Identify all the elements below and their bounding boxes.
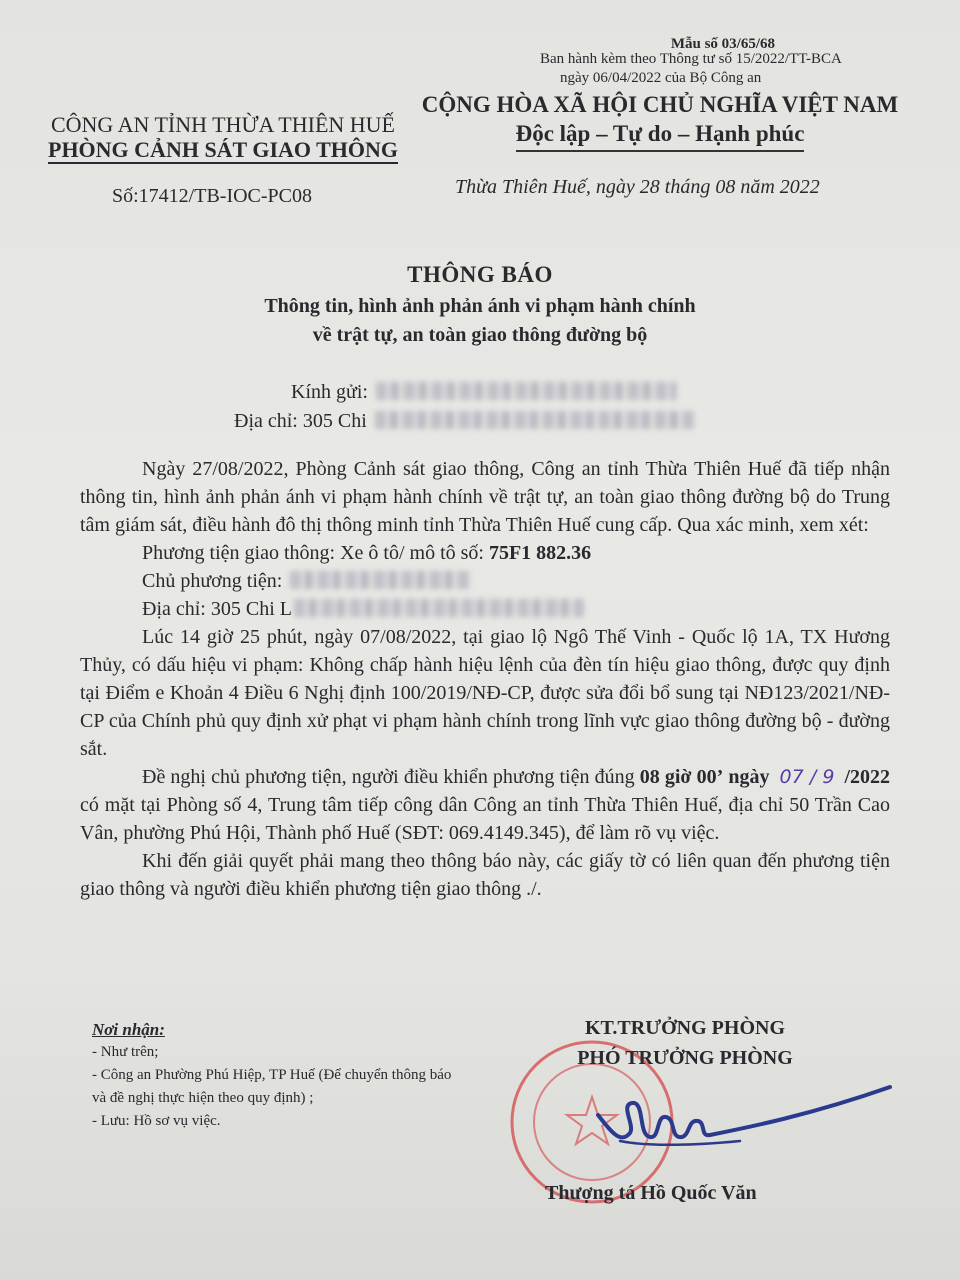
doc-subtitle-1: Thông tin, hình ảnh phản ánh vi phạm hành chính bbox=[264, 295, 696, 317]
redacted-owner-address bbox=[294, 599, 584, 617]
recipient-label: Kính gửi: bbox=[291, 381, 368, 403]
vehicle-plate: 75F1 882.36 bbox=[488, 542, 592, 564]
body-para-3 bbox=[80, 763, 890, 847]
issuer-department: PHÒNG CẢNH SÁT GIAO THÔNG bbox=[48, 137, 399, 162]
appointment-time: 08 giờ 00’ bbox=[639, 766, 724, 788]
recipient-line bbox=[234, 381, 676, 404]
owner-address-label: Địa chỉ: 305 Chi L bbox=[142, 598, 292, 620]
form-reference bbox=[540, 50, 900, 88]
place-date: Thừa Thiên Huế, ngày 28 tháng 08 năm 2022 bbox=[455, 176, 820, 198]
doc-subtitle-2: về trật tự, an toàn giao thông đường bộ bbox=[312, 324, 648, 346]
receiver-item: - Công an Phường Phú Hiệp, TP Huế (Để chuyển thông báo và đề nghị thực hiện theo quy định) ; bbox=[92, 1067, 452, 1106]
issuer-parent: CÔNG AN TỈNH THỪA THIÊN HUẾ bbox=[50, 112, 395, 137]
appointment-year: /2022 bbox=[844, 766, 891, 788]
title-block bbox=[0, 262, 960, 350]
issuer-block bbox=[48, 112, 398, 162]
nation-motto: Độc lập – Tự do – Hạnh phúc bbox=[516, 119, 805, 152]
receivers-block bbox=[92, 1018, 462, 1133]
redacted-owner bbox=[290, 571, 470, 589]
body-para-4: Khi đến giải quyết phải mang theo thông báo này, các giấy tờ có liên quan đến phương tiện giao thông và người điều khiển phương tiện giao thông ./. bbox=[80, 850, 890, 900]
nation-name: CỘNG HÒA XÃ HỘI CHỦ NGHĨA VIỆT NAM bbox=[421, 92, 899, 117]
signer-name: Thượng tá Hồ Quốc Văn bbox=[545, 1182, 757, 1204]
appointment-day-label: ngày bbox=[728, 766, 770, 788]
redacted-address bbox=[375, 411, 695, 429]
form-ref-line2: ngày 06/04/2022 của Bộ Công an bbox=[560, 70, 762, 86]
recipient-address-line bbox=[234, 410, 695, 433]
recipient-address-label: Địa chỉ: 305 Chi bbox=[234, 410, 367, 432]
receivers-header: Nơi nhận: bbox=[92, 1020, 165, 1039]
owner-label: Chủ phương tiện: bbox=[142, 570, 283, 592]
form-number: Mẫu số 03/65/68 bbox=[670, 36, 775, 52]
document-number: Số:17412/TB-IOC-PC08 bbox=[112, 185, 313, 207]
handwritten-signature bbox=[590, 1075, 900, 1165]
body-text bbox=[80, 455, 890, 903]
body-para-2: Lúc 14 giờ 25 phút, ngày 07/08/2022, tại giao lộ Ngô Thế Vinh - Quốc lộ 1A, TX Hương Thủy, có dấu hiệu vi phạm: Không chấp hành hiệu lệnh của đèn tín hiệu giao thông, được quy định tại Điểm e Khoản 4 Điều 6 Nghị định 100/2019/NĐ-CP, được sửa đổi bổ sung tại NĐ123/2021/NĐ-CP của Chính phủ quy định xử phạt vi phạm hành chính trong lĩnh vực giao thông đường bộ - đường sắt. bbox=[80, 626, 890, 760]
doc-title: THÔNG BÁO bbox=[407, 262, 553, 287]
form-ref-line1: Ban hành kèm theo Thông tư số 15/2022/TT-BCA bbox=[540, 51, 842, 67]
body-para-1: Ngày 27/08/2022, Phòng Cảnh sát giao thông, Công an tỉnh Thừa Thiên Huế đã tiếp nhận thông tin, hình ảnh phản ánh vi phạm hành chính về trật tự, an toàn giao thông đường bộ do Trung tâm giám sát, điều hành đô thị thông minh tỉnh Thừa Thiên Huế cung cấp. Qua xác minh, xem xét: bbox=[80, 458, 890, 536]
receiver-item: - Như trên; bbox=[92, 1044, 159, 1060]
vehicle-label: Phương tiện giao thông: Xe ô tô/ mô tô số: bbox=[142, 542, 484, 564]
appointment-details: có mặt tại Phòng số 4, Trung tâm tiếp công dân Công an tỉnh Thừa Thiên Huế, địa chỉ 50 Trần Cao Vân, phường Phú Hội, Thành phố Huế (SĐT: 069.4149.345), để làm rõ vụ việc. bbox=[80, 794, 890, 844]
handwritten-date: 07 / 9 bbox=[779, 766, 835, 788]
signature-line-1: KT.TRƯỞNG PHÒNG bbox=[585, 1017, 785, 1039]
owner-address-line bbox=[80, 595, 890, 623]
signature-title bbox=[520, 1013, 850, 1073]
receiver-item: - Lưu: Hồ sơ vụ việc. bbox=[92, 1113, 221, 1129]
vehicle-line bbox=[80, 539, 890, 567]
signature-line-2: PHÓ TRƯỞNG PHÒNG bbox=[577, 1047, 793, 1069]
national-header bbox=[420, 90, 900, 152]
redacted-name bbox=[376, 382, 676, 400]
appointment-lead: Đề nghị chủ phương tiện, người điều khiển phương tiện đúng bbox=[142, 766, 635, 788]
owner-line bbox=[80, 567, 890, 595]
